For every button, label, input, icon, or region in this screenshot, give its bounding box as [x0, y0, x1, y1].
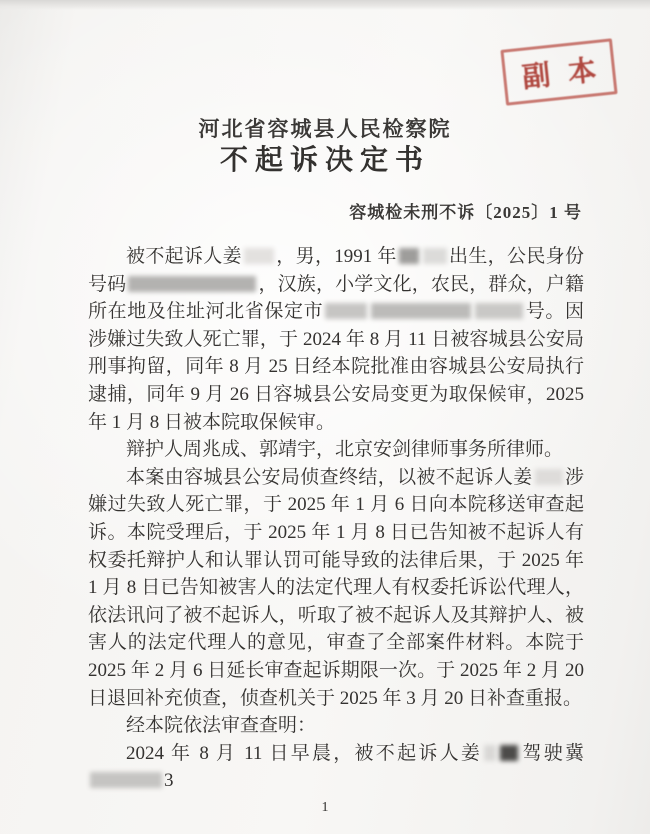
- body-text: 3: [164, 770, 174, 792]
- redaction-block: [128, 276, 256, 292]
- redaction-block: [244, 248, 274, 264]
- body-text: ，男，1991 年: [275, 246, 397, 267]
- body-text: 经本院依法审查查明：: [126, 715, 317, 737]
- body-paragraphs: [88, 243, 584, 795]
- redaction-block: [90, 772, 162, 788]
- paragraph: [88, 712, 584, 740]
- paragraph: [88, 464, 584, 712]
- redaction-block: [484, 745, 496, 761]
- body-text: 涉嫌过失致人死亡罪，于 2025 年 1 月 6 日向本院移送审查起诉。本院受理后，于 2025 年 1 月 8 日已告知被不起诉人有权委托辩护人和认罪认罚可能导致的法律后果，于 2025 年 1 月 8 日已告知被害人的法定代理人有权委托诉讼代理人，依法讯问了被不起诉人，听取了被不起诉人及其辩护人、被害人的法定代理人的意见，审查了全部案件材料。本院于 2025 年 2 月 6 日延长审查起诉期限一次。于 2025 年 2 月 20 日退回补充侦查，侦查机关于 2025 年 3 月 20 日补查重报。: [88, 466, 584, 709]
- redaction-block: [423, 248, 447, 264]
- body-text: 出生，公民身份号码: [88, 246, 584, 295]
- body-text: ，汉族，小学文化，农民，群众，户籍所在地及住址河北省保定市: [88, 273, 584, 323]
- body-text: 被不起诉人姜: [126, 246, 242, 267]
- procuratorate-name: 河北省容城县人民检察院: [198, 117, 452, 141]
- body-text: 辩护人周兆成、郭靖宇，北京安剑律师事务所律师。: [126, 439, 564, 461]
- redaction-block: [535, 469, 563, 485]
- document-number: 容城检未刑不诉〔2025〕1 号: [349, 203, 582, 222]
- photo-edge-shadow: [0, 0, 650, 10]
- paragraph: [88, 740, 584, 795]
- redaction-block: [325, 303, 367, 319]
- paragraph: [88, 243, 584, 436]
- body-text: 2024 年 8 月 11 日早晨，被不起诉人姜: [126, 742, 483, 764]
- paragraph: [88, 436, 584, 464]
- body-text: 号。因涉嫌过失致人死亡罪，于 2024 年 8 月 11 日被容城县公安局刑事拘留，同年 8 月 25 日经本院批准由容城县公安局执行逮捕，同年 9 月 26 日容城县公安局变更为取保候审，2025 年 1 月 8 日被本院取保候审。: [88, 301, 584, 433]
- body-text: 驾驶冀: [520, 742, 584, 764]
- document-title: 不起诉决定书: [219, 145, 430, 176]
- redaction-block: [475, 303, 523, 319]
- redaction-block: [500, 745, 518, 761]
- body-text: 本案由容城县公安局侦查终结，以被不起诉人姜: [126, 466, 533, 488]
- page-number: 1: [321, 800, 329, 815]
- copy-stamp: [500, 38, 617, 105]
- redaction-block: [371, 303, 471, 319]
- redaction-block: [399, 248, 419, 264]
- copy-stamp-text: 副本: [520, 53, 616, 94]
